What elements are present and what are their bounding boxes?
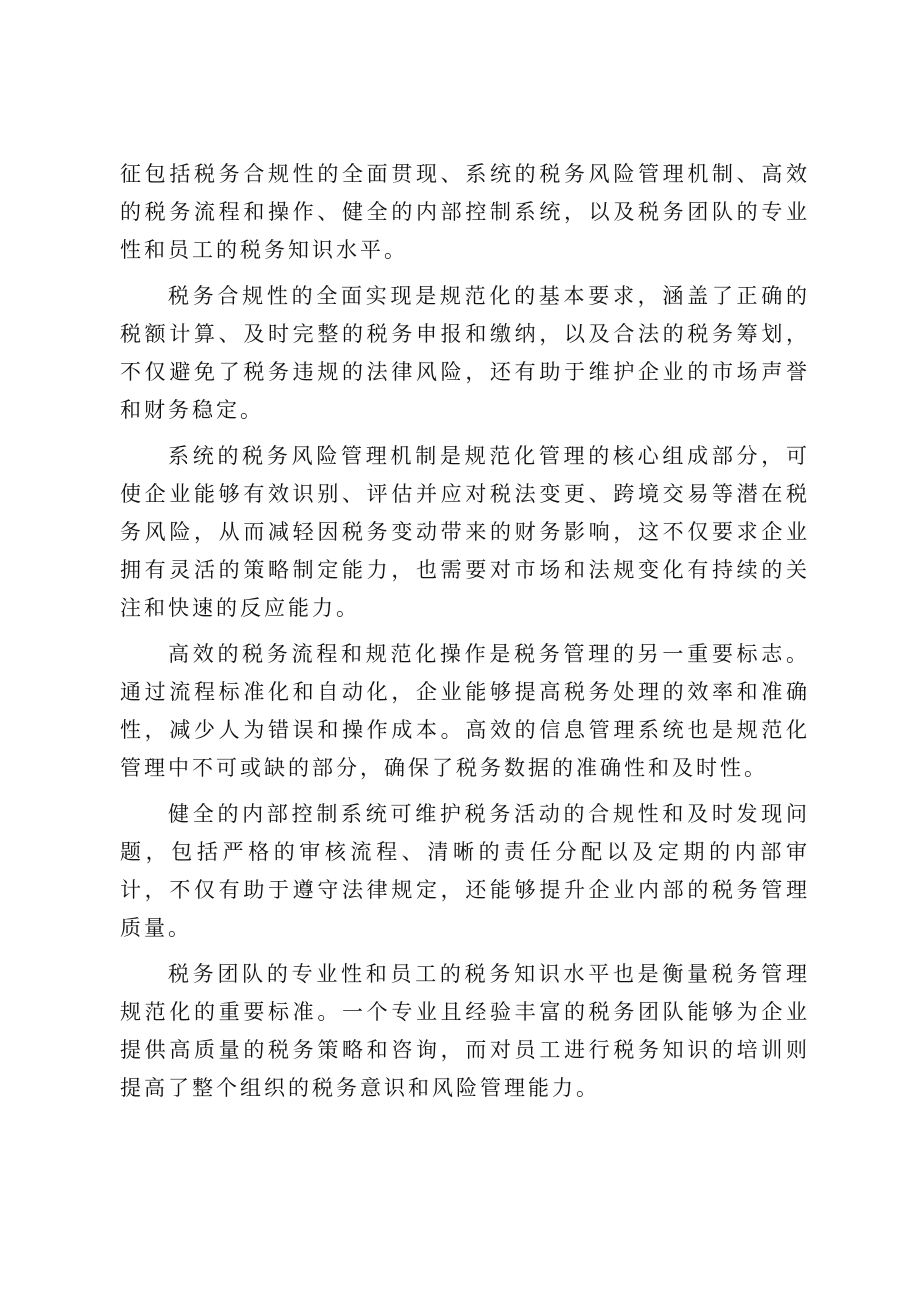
document-body: [120, 155, 810, 1115]
paragraph-1: 征包括税务合规性的全面贯现、系统的税务风险管理机制、高效的税务流程和操作、健全的内部控制系统，以及税务团队的专业性和员工的税务知识水平。: [120, 162, 810, 262]
paragraph-5: 健全的内部控制系统可维护税务活动的合规性和及时发现问题，包括严格的审核流程、清晰的责任分配以及定期的内部审计，不仅有助于遵守法律规定，还能够提升企业内部的税务管理质量。: [120, 802, 810, 940]
paragraph-2: 税务合规性的全面实现是规范化的基本要求，涵盖了正确的税额计算、及时完整的税务申报和缴纳，以及合法的税务筹划，不仅避免了税务违规的法律风险，还有助于维护企业的市场声誉和财务稳定。: [120, 284, 810, 422]
paragraph-3: 系统的税务风险管理机制是规范化管理的核心组成部分，可使企业能够有效识别、评估并应对税法变更、跨境交易等潜在税务风险，从而减轻因税务变动带来的财务影响，这不仅要求企业拥有灵活的策略制定能力，也需要对市场和法规变化有持续的关注和快速的反应能力。: [120, 444, 810, 620]
paragraph-4: 高效的税务流程和规范化操作是税务管理的另一重要标志。通过流程标准化和自动化，企业能够提高税务处理的效率和准确性，减少人为错误和操作成本。高效的信息管理系统也是规范化管理中不可或缺的部分，确保了税务数据的准确性和及时性。: [120, 642, 810, 780]
paragraph-6: 税务团队的专业性和员工的税务知识水平也是衡量税务管理规范化的重要标准。一个专业且经验丰富的税务团队能够为企业提供高质量的税务策略和咨询，而对员工进行税务知识的培训则提高了整个组织的税务意识和风险管理能力。: [120, 962, 810, 1100]
